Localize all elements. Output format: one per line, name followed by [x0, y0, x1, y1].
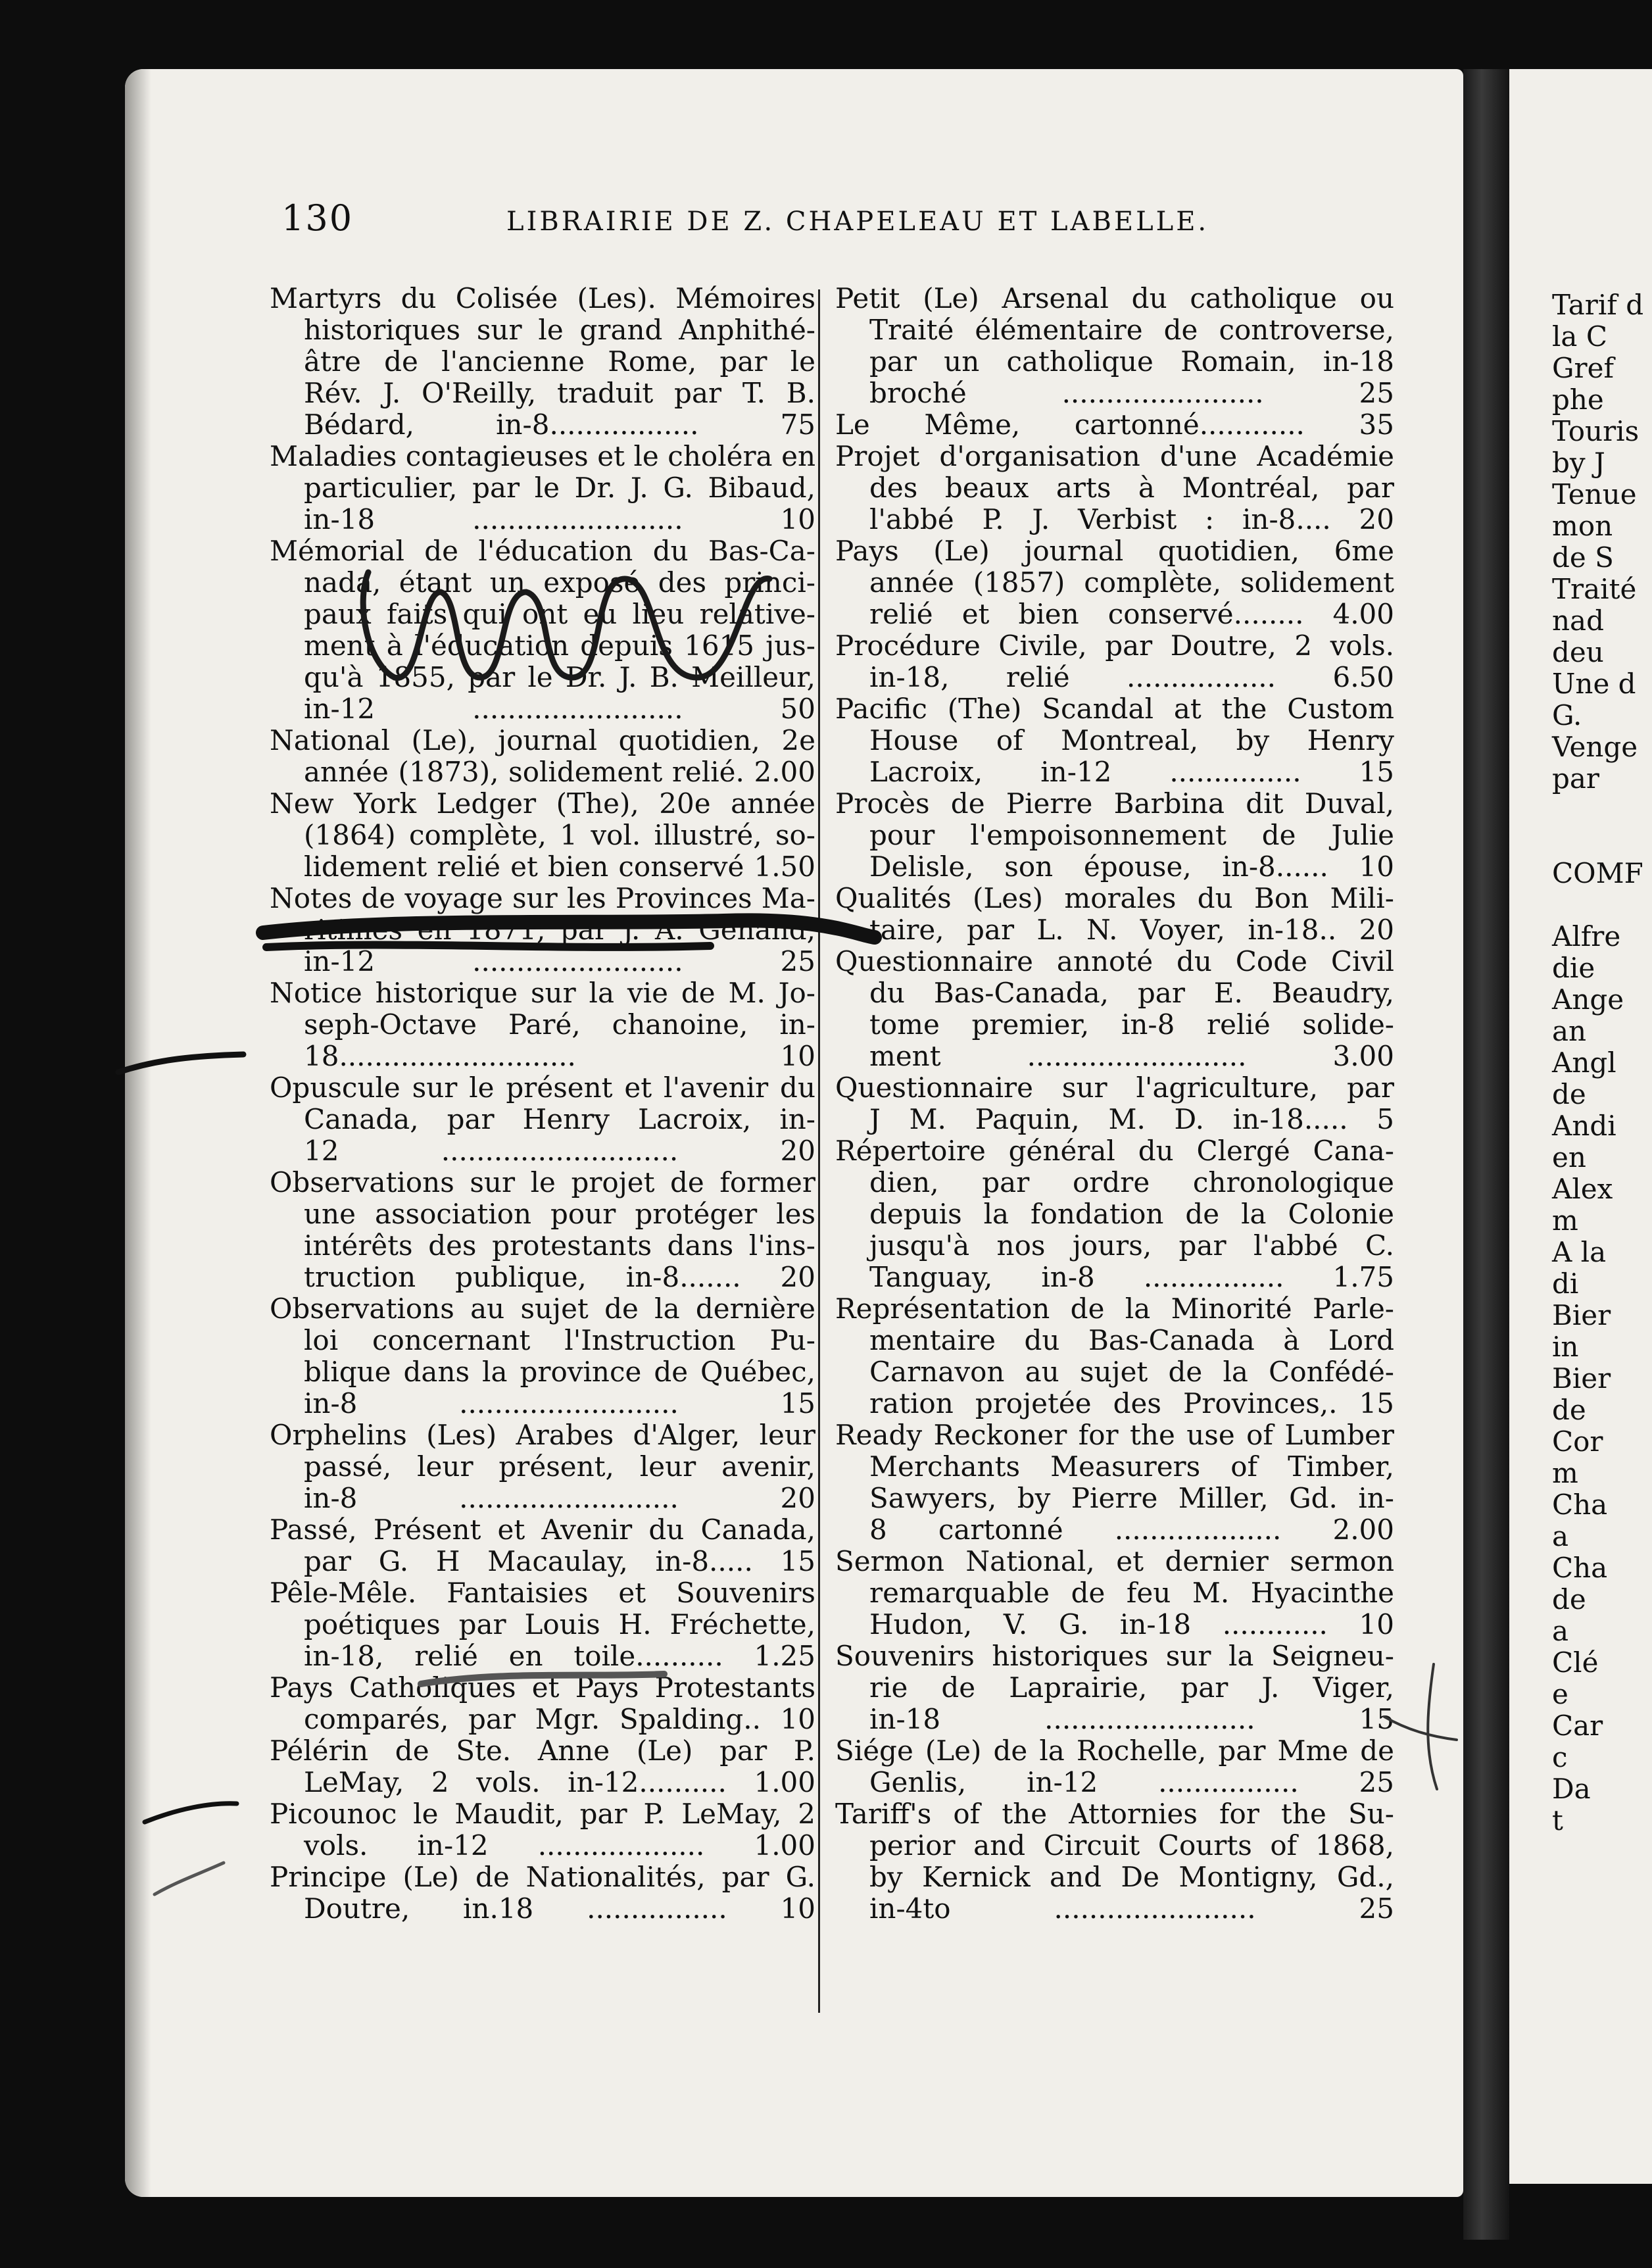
- entry-line: rie de Laprairie, par J. Viger,: [869, 1671, 1394, 1704]
- entry-line: des beaux arts à Montréal, par: [869, 472, 1394, 504]
- entry-line: remarquable de feu M. Hyacinthe: [869, 1577, 1394, 1609]
- entry-line: Procès de Pierre Barbina dit Duval,: [835, 787, 1394, 820]
- entry-line: Orphelins (Les) Arabes d'Alger, leur: [270, 1419, 815, 1451]
- right-entry: [835, 1546, 1394, 1640]
- page-header: [283, 197, 1632, 243]
- right-entry: [835, 1072, 1394, 1135]
- right-entry: [835, 409, 1394, 441]
- facing-page-fragment: Venge: [1552, 731, 1638, 763]
- left-entry: [270, 1167, 815, 1293]
- right-entry: [835, 693, 1394, 788]
- right-entry: [835, 1640, 1394, 1735]
- facing-page-fragment: mon: [1552, 510, 1613, 542]
- left-entry: [270, 1072, 815, 1167]
- page-number: 130: [281, 197, 354, 239]
- facing-page-fragment: Clé: [1552, 1646, 1599, 1679]
- entry-line: National (Le), journal quotidien, 2e: [270, 724, 815, 756]
- entry-line: par G. H Macaulay, in-8..... 15: [304, 1545, 815, 1577]
- facing-page-fragment: in: [1552, 1331, 1579, 1363]
- facing-page-fragment: Alfre: [1552, 920, 1621, 952]
- entry-line: Observations sur le projet de former: [270, 1166, 815, 1198]
- entry-line: Pêle-Mêle. Fantaisies et Souvenirs: [270, 1577, 815, 1609]
- facing-page-fragment: phe: [1552, 383, 1604, 416]
- facing-page-fragment: [1552, 826, 1643, 858]
- entry-line: Tariff's of the Attornies for the Su-: [835, 1798, 1394, 1830]
- entry-line: ritimes en 1871, par J. A. Genand,: [304, 914, 815, 946]
- entry-line: J M. Paquin, M. D. in-18..... 5: [869, 1103, 1394, 1135]
- entry-line: Carnavon au sujet de la Confédé-: [869, 1356, 1394, 1388]
- entry-line: pour l'empoisonnement de Julie: [869, 819, 1394, 851]
- facing-page-fragment: Bier: [1552, 1299, 1611, 1331]
- right-entry: [835, 535, 1394, 630]
- entry-line: Pays Catholiques et Pays Protestants: [270, 1671, 815, 1704]
- facing-page-fragment: Gref: [1552, 352, 1615, 384]
- right-entry: [835, 946, 1394, 1072]
- facing-page-fragment: de: [1552, 1394, 1586, 1426]
- entry-line: taire, par L. N. Voyer, in-18.. 20: [869, 914, 1394, 946]
- facing-page-fragment: en: [1552, 1141, 1586, 1173]
- facing-page-fragment: Cor: [1552, 1425, 1603, 1458]
- entry-line: Qualités (Les) morales du Bon Mili-: [835, 882, 1394, 914]
- entry-line: Rév. J. O'Reilly, traduit par T. B.: [304, 377, 815, 409]
- facing-page-fragment: Touris: [1552, 415, 1640, 447]
- facing-page-fragment: par: [1552, 762, 1600, 795]
- facing-page-fragment: Traité: [1552, 573, 1637, 605]
- entry-line: ration projetée des Provinces,. 15: [869, 1387, 1394, 1419]
- entry-line: nada, étant un exposé des princi-: [304, 566, 815, 599]
- entry-line: seph-Octave Paré, chanoine, in-: [304, 1008, 815, 1041]
- left-entry: [270, 788, 815, 883]
- facing-page-fragment: m: [1552, 1204, 1578, 1237]
- entry-line: New York Ledger (The), 20e année: [270, 787, 815, 820]
- entry-line: une association pour protéger les: [304, 1198, 815, 1230]
- entry-line: Ready Reckoner for the use of Lumber: [835, 1419, 1394, 1451]
- entry-line: tome premier, in-8 relié solide-: [869, 1008, 1394, 1041]
- entry-line: Le Même, cartonné............ 35: [835, 408, 1394, 441]
- entry-line: Passé, Présent et Avenir du Canada,: [270, 1514, 815, 1546]
- entry-line: Martyrs du Colisée (Les). Mémoires: [270, 282, 815, 314]
- entry-line: Canada, par Henry Lacroix, in-: [304, 1103, 815, 1135]
- entry-line: Picounoc le Maudit, par P. LeMay, 2: [270, 1798, 815, 1830]
- entry-line: lidement relié et bien conservé 1.50: [304, 851, 815, 883]
- book-gutter: [1463, 69, 1509, 2240]
- left-entry: [270, 977, 815, 1072]
- entry-line: Représentation de la Minorité Parle-: [835, 1293, 1394, 1325]
- left-entry: [270, 1514, 815, 1577]
- entry-line: in-18 ........................ 10: [304, 503, 815, 535]
- facing-page-text: [1552, 289, 1643, 1837]
- right-column: [835, 283, 1394, 1925]
- entry-line: Sermon National, et dernier sermon: [835, 1545, 1394, 1577]
- left-entry: [270, 1577, 815, 1672]
- entry-line: Merchants Measurers of Timber,: [869, 1450, 1394, 1483]
- entry-line: ment à l'éducation depuis 1615 jus-: [304, 629, 815, 662]
- entry-line: Observations au sujet de la dernière: [270, 1293, 815, 1325]
- facing-page-fragment: deu: [1552, 636, 1604, 668]
- facing-page-fragment: e: [1552, 1678, 1568, 1710]
- facing-page-fragment: Andi: [1552, 1110, 1616, 1142]
- left-entry: [270, 1293, 815, 1419]
- facing-page-fragment: m: [1552, 1457, 1578, 1489]
- entry-line: Mémorial de l'éducation du Bas-Ca-: [270, 535, 815, 567]
- right-entry: [835, 1419, 1394, 1546]
- facing-page-fragment: A la: [1552, 1236, 1607, 1268]
- right-entry: [835, 883, 1394, 946]
- entry-line: Pacific (The) Scandal at the Custom: [835, 693, 1394, 725]
- facing-page-fragment: Cha: [1552, 1489, 1608, 1521]
- facing-page-fragment: c: [1552, 1741, 1568, 1773]
- left-entry: [270, 1672, 815, 1735]
- entry-line: Genlis, in-12 ................ 25: [869, 1766, 1394, 1798]
- entry-line: historiques sur le grand Anphithé-: [304, 314, 815, 346]
- entry-line: intérêts des protestants dans l'ins-: [304, 1229, 815, 1262]
- facing-page-fragment: COMF: [1552, 857, 1643, 889]
- entry-line: truction publique, in-8....... 20: [304, 1261, 815, 1293]
- entry-line: Sawyers, by Pierre Miller, Gd. in-: [869, 1482, 1394, 1514]
- entry-line: Maladies contagieuses et le choléra en: [270, 440, 815, 472]
- entry-line: Questionnaire annoté du Code Civil: [835, 945, 1394, 977]
- entry-line: (1864) complète, 1 vol. illustré, so-: [304, 819, 815, 851]
- entry-line: qu'à 1855, par le Dr. J. B. Meilleur,: [304, 661, 815, 693]
- facing-page-fragment: a: [1552, 1520, 1569, 1552]
- right-entry: [835, 1735, 1394, 1798]
- running-title: LIBRAIRIE DE Z. CHAPELEAU ET LABELLE.: [506, 207, 1209, 237]
- entry-line: Questionnaire sur l'agriculture, par: [835, 1072, 1394, 1104]
- entry-line: dien, par ordre chronologique: [869, 1166, 1394, 1198]
- right-entry: [835, 1135, 1394, 1293]
- facing-page-fragment: Car: [1552, 1710, 1603, 1742]
- entry-line: Traité élémentaire de controverse,: [869, 314, 1394, 346]
- left-entry: [270, 725, 815, 788]
- right-entry: [835, 1293, 1394, 1419]
- facing-page-fragment: la C: [1552, 320, 1607, 353]
- entry-line: relié et bien conservé........ 4.00: [869, 598, 1394, 630]
- facing-page-fragment: Alex: [1552, 1173, 1613, 1205]
- entry-line: perior and Circuit Courts of 1868,: [869, 1829, 1394, 1861]
- entry-line: Lacroix, in-12 ............... 15: [869, 756, 1394, 788]
- entry-line: Delisle, son épouse, in-8...... 10: [869, 851, 1394, 883]
- entry-line: du Bas-Canada, par E. Beaudry,: [869, 977, 1394, 1009]
- facing-page-fragment: de: [1552, 1583, 1586, 1615]
- entry-line: mentaire du Bas-Canada à Lord: [869, 1324, 1394, 1356]
- facing-page-fragment: Cha: [1552, 1552, 1608, 1584]
- left-entry: [270, 1419, 815, 1514]
- entry-line: LeMay, 2 vols. in-12.......... 1.00: [304, 1766, 815, 1798]
- right-entry: [835, 788, 1394, 883]
- facing-page-fragment: Da: [1552, 1773, 1591, 1805]
- entry-line: blique dans la province de Québec,: [304, 1356, 815, 1388]
- left-column: [270, 283, 815, 1925]
- entry-line: Principe (Le) de Nationalités, par G.: [270, 1861, 815, 1893]
- entry-line: in-8 ......................... 15: [304, 1387, 815, 1419]
- entry-line: Souvenirs historiques sur la Seigneu-: [835, 1640, 1394, 1672]
- facing-page-fragment: G.: [1552, 699, 1582, 731]
- entry-line: in-8 ......................... 20: [304, 1482, 815, 1514]
- entry-line: Hudon, V. G. in-18 ............ 10: [869, 1608, 1394, 1640]
- facing-page-fragment: nad: [1552, 604, 1604, 637]
- entry-line: in-18 ........................ 15: [869, 1703, 1394, 1735]
- left-entry: [270, 441, 815, 535]
- entry-line: in-4to ....................... 25: [869, 1892, 1394, 1925]
- entry-line: l'abbé P. J. Verbist : in-8.... 20: [869, 503, 1394, 535]
- entry-line: passé, leur présent, leur avenir,: [304, 1450, 815, 1483]
- entry-line: par un catholique Romain, in-18: [869, 345, 1394, 378]
- entry-line: Doutre, in.18 ................ 10: [304, 1892, 815, 1925]
- facing-page-fragment: [1552, 889, 1643, 921]
- right-entry: [835, 630, 1394, 693]
- entry-line: Siége (Le) de la Rochelle, par Mme de: [835, 1735, 1394, 1767]
- facing-page-fragment: di: [1552, 1268, 1579, 1300]
- entry-line: paux faits qui ont eu lieu relative-: [304, 598, 815, 630]
- entry-line: Pays (Le) journal quotidien, 6me: [835, 535, 1394, 567]
- entry-line: by Kernick and De Montigny, Gd.,: [869, 1861, 1394, 1893]
- entry-line: vols. in-12 ................... 1.00: [304, 1829, 815, 1861]
- entry-line: Bédard, in-8................. 75: [304, 408, 815, 441]
- entry-line: loi concernant l'Instruction Pu-: [304, 1324, 815, 1356]
- facing-page-fragment: Angl: [1552, 1047, 1616, 1079]
- facing-page-fragment: de S: [1552, 541, 1614, 574]
- entry-line: in-18, relié ................. 6.50: [869, 661, 1394, 693]
- facing-page-fragment: de: [1552, 1078, 1586, 1110]
- left-entry: [270, 1798, 815, 1861]
- entry-line: Répertoire général du Clergé Cana-: [835, 1135, 1394, 1167]
- column-divider: [818, 289, 820, 2013]
- facing-page-fragment: by J: [1552, 447, 1605, 479]
- page-edge-shadow: [125, 69, 151, 2197]
- left-entry: [270, 1861, 815, 1925]
- facing-page-fragment: die: [1552, 952, 1595, 984]
- entry-line: jusqu'à nos jours, par l'abbé C.: [869, 1229, 1394, 1262]
- entry-line: Notes de voyage sur les Provinces Ma-: [270, 882, 815, 914]
- entry-line: 8 cartonné ................... 2.00: [869, 1514, 1394, 1546]
- entry-line: année (1857) complète, solidement: [869, 566, 1394, 599]
- entry-line: Notice historique sur la vie de M. Jo-: [270, 977, 815, 1009]
- entry-line: Petit (Le) Arsenal du catholique ou: [835, 282, 1394, 314]
- entry-line: poétiques par Louis H. Fréchette,: [304, 1608, 815, 1640]
- facing-page-fragment: t: [1552, 1804, 1563, 1837]
- entry-line: comparés, par Mgr. Spalding.. 10: [304, 1703, 815, 1735]
- right-entry: [835, 283, 1394, 409]
- facing-page-fragment: [1552, 795, 1643, 826]
- entry-line: Opuscule sur le présent et l'avenir du: [270, 1072, 815, 1104]
- entry-line: particulier, par le Dr. J. G. Bibaud,: [304, 472, 815, 504]
- facing-page-fragment: Ange: [1552, 983, 1624, 1016]
- entry-line: depuis la fondation de la Colonie: [869, 1198, 1394, 1230]
- right-entry: [835, 1798, 1394, 1925]
- facing-page-fragment: Tenue: [1552, 478, 1637, 510]
- entry-line: ment ......................... 3.00: [869, 1040, 1394, 1072]
- facing-page-fragment: a: [1552, 1615, 1569, 1647]
- facing-page-fragment: Tarif d: [1552, 289, 1644, 321]
- entry-line: Procédure Civile, par Doutre, 2 vols.: [835, 629, 1394, 662]
- facing-page-fragment: an: [1552, 1015, 1587, 1047]
- entry-line: broché ....................... 25: [869, 377, 1394, 409]
- entry-line: 18........................... 10: [304, 1040, 815, 1072]
- entry-line: Tanguay, in-8 ................ 1.75: [869, 1261, 1394, 1293]
- right-entry: [835, 441, 1394, 535]
- left-entry: [270, 1735, 815, 1798]
- entry-line: Pélérin de Ste. Anne (Le) par P.: [270, 1735, 815, 1767]
- entry-line: in-12 ........................ 25: [304, 945, 815, 977]
- entry-line: House of Montreal, by Henry: [869, 724, 1394, 756]
- left-entry: [270, 283, 815, 441]
- entry-line: in-12 ........................ 50: [304, 693, 815, 725]
- entry-line: in-18, relié en toile.......... 1.25: [304, 1640, 815, 1672]
- facing-page-fragment: Une d: [1552, 668, 1636, 700]
- left-entry: [270, 883, 815, 977]
- entry-line: année (1873), solidement relié. 2.00: [304, 756, 815, 788]
- facing-page-fragment: Bier: [1552, 1362, 1611, 1394]
- left-entry: [270, 535, 815, 725]
- entry-line: Projet d'organisation d'une Académie: [835, 440, 1394, 472]
- entry-line: âtre de l'ancienne Rome, par le: [304, 345, 815, 378]
- entry-line: 12 ........................... 20: [304, 1135, 815, 1167]
